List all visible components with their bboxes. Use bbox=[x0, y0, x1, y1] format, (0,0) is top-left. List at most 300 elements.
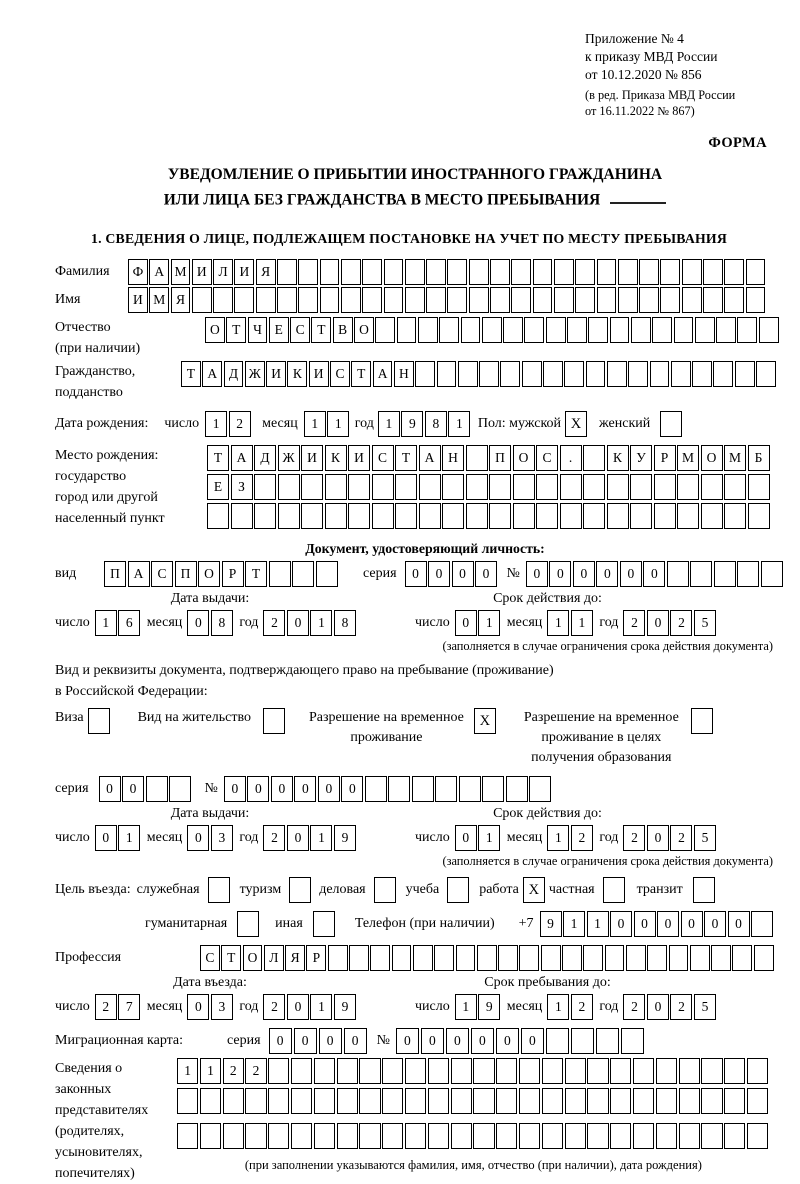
char-cell[interactable] bbox=[392, 945, 412, 971]
char-cell[interactable] bbox=[628, 361, 648, 387]
char-cell[interactable]: 0 bbox=[294, 776, 316, 802]
char-cell[interactable]: Т bbox=[226, 317, 246, 343]
char-cell[interactable]: 0 bbox=[421, 1028, 444, 1054]
char-cell[interactable]: 0 bbox=[704, 911, 726, 937]
char-cell[interactable]: 0 bbox=[452, 561, 474, 587]
char-cell[interactable]: А bbox=[202, 361, 222, 387]
char-cell[interactable]: Р bbox=[222, 561, 244, 587]
char-cell[interactable]: 2 bbox=[571, 994, 593, 1020]
char-cell[interactable] bbox=[466, 445, 488, 471]
char-cell[interactable]: А bbox=[373, 361, 393, 387]
char-cell[interactable] bbox=[610, 1058, 631, 1084]
char-cell[interactable] bbox=[565, 1123, 586, 1149]
char-cell[interactable]: 0 bbox=[247, 776, 269, 802]
char-cell[interactable] bbox=[701, 1088, 722, 1114]
char-cell[interactable] bbox=[298, 287, 318, 313]
char-cell[interactable] bbox=[489, 503, 511, 529]
char-cell[interactable] bbox=[711, 945, 731, 971]
char-cell[interactable]: 2 bbox=[623, 610, 645, 636]
char-cell[interactable] bbox=[660, 287, 680, 313]
char-cell[interactable] bbox=[405, 1123, 426, 1149]
purpose-private-checkbox[interactable] bbox=[603, 877, 625, 903]
char-cell[interactable]: 0 bbox=[647, 610, 669, 636]
char-cell[interactable]: Ж bbox=[278, 445, 300, 471]
char-cell[interactable] bbox=[384, 259, 404, 285]
char-cell[interactable] bbox=[428, 1058, 449, 1084]
char-cell[interactable] bbox=[588, 317, 608, 343]
char-cell[interactable] bbox=[554, 287, 574, 313]
char-cell[interactable]: 0 bbox=[187, 610, 209, 636]
char-cell[interactable] bbox=[359, 1123, 380, 1149]
char-cell[interactable]: И bbox=[309, 361, 329, 387]
char-cell[interactable] bbox=[677, 474, 699, 500]
char-cell[interactable] bbox=[756, 361, 776, 387]
char-cell[interactable]: 2 bbox=[229, 411, 251, 437]
char-cell[interactable]: Т bbox=[395, 445, 417, 471]
char-cell[interactable] bbox=[630, 503, 652, 529]
char-cell[interactable] bbox=[405, 1088, 426, 1114]
char-cell[interactable]: О bbox=[701, 445, 723, 471]
char-cell[interactable] bbox=[234, 287, 254, 313]
char-cell[interactable] bbox=[701, 503, 723, 529]
char-cell[interactable] bbox=[200, 1123, 221, 1149]
char-cell[interactable] bbox=[372, 474, 394, 500]
char-cell[interactable] bbox=[747, 1088, 768, 1114]
char-cell[interactable]: . bbox=[560, 445, 582, 471]
char-cell[interactable] bbox=[583, 503, 605, 529]
char-cell[interactable]: Ч bbox=[248, 317, 268, 343]
char-cell[interactable] bbox=[703, 287, 723, 313]
char-cell[interactable]: 0 bbox=[405, 561, 427, 587]
char-cell[interactable] bbox=[748, 474, 770, 500]
char-cell[interactable]: 1 bbox=[448, 411, 470, 437]
char-cell[interactable] bbox=[496, 1123, 517, 1149]
char-cell[interactable]: И bbox=[301, 445, 323, 471]
char-cell[interactable]: Б bbox=[748, 445, 770, 471]
char-cell[interactable] bbox=[268, 1058, 289, 1084]
char-cell[interactable] bbox=[395, 474, 417, 500]
char-cell[interactable]: Н bbox=[394, 361, 414, 387]
char-cell[interactable] bbox=[701, 1123, 722, 1149]
char-cell[interactable]: Ж bbox=[245, 361, 265, 387]
char-cell[interactable] bbox=[192, 287, 212, 313]
char-cell[interactable] bbox=[682, 287, 702, 313]
char-cell[interactable] bbox=[542, 1058, 563, 1084]
char-cell[interactable]: 8 bbox=[425, 411, 447, 437]
char-cell[interactable] bbox=[511, 259, 531, 285]
char-cell[interactable]: 0 bbox=[475, 561, 497, 587]
char-cell[interactable] bbox=[724, 287, 744, 313]
char-cell[interactable]: 8 bbox=[211, 610, 233, 636]
char-cell[interactable] bbox=[690, 945, 710, 971]
char-cell[interactable]: 0 bbox=[681, 911, 703, 937]
char-cell[interactable]: Я bbox=[171, 287, 191, 313]
char-cell[interactable] bbox=[522, 361, 542, 387]
char-cell[interactable] bbox=[268, 1123, 289, 1149]
char-cell[interactable] bbox=[490, 287, 510, 313]
char-cell[interactable] bbox=[587, 1058, 608, 1084]
char-cell[interactable] bbox=[325, 503, 347, 529]
char-cell[interactable] bbox=[365, 776, 387, 802]
char-cell[interactable] bbox=[583, 445, 605, 471]
char-cell[interactable] bbox=[587, 1123, 608, 1149]
char-cell[interactable] bbox=[660, 259, 680, 285]
char-cell[interactable]: Т bbox=[207, 445, 229, 471]
char-cell[interactable] bbox=[524, 317, 544, 343]
char-cell[interactable]: 0 bbox=[187, 994, 209, 1020]
char-cell[interactable]: Т bbox=[221, 945, 241, 971]
char-cell[interactable]: М bbox=[724, 445, 746, 471]
char-cell[interactable] bbox=[692, 361, 712, 387]
char-cell[interactable]: 1 bbox=[310, 994, 332, 1020]
char-cell[interactable]: 1 bbox=[547, 994, 569, 1020]
char-cell[interactable] bbox=[412, 776, 434, 802]
char-cell[interactable]: С bbox=[200, 945, 220, 971]
char-cell[interactable]: С bbox=[536, 445, 558, 471]
char-cell[interactable] bbox=[447, 259, 467, 285]
char-cell[interactable] bbox=[447, 287, 467, 313]
char-cell[interactable] bbox=[207, 503, 229, 529]
char-cell[interactable]: 0 bbox=[224, 776, 246, 802]
char-cell[interactable]: 0 bbox=[455, 825, 477, 851]
char-cell[interactable] bbox=[291, 1123, 312, 1149]
char-cell[interactable] bbox=[277, 259, 297, 285]
char-cell[interactable]: 2 bbox=[670, 610, 692, 636]
char-cell[interactable]: И bbox=[128, 287, 148, 313]
char-cell[interactable]: 3 bbox=[211, 994, 233, 1020]
char-cell[interactable] bbox=[473, 1123, 494, 1149]
char-cell[interactable] bbox=[316, 561, 338, 587]
char-cell[interactable] bbox=[607, 361, 627, 387]
char-cell[interactable] bbox=[747, 1058, 768, 1084]
char-cell[interactable] bbox=[169, 776, 191, 802]
char-cell[interactable] bbox=[298, 259, 318, 285]
char-cell[interactable] bbox=[359, 1088, 380, 1114]
char-cell[interactable]: 0 bbox=[269, 1028, 292, 1054]
purpose-other-checkbox[interactable] bbox=[313, 911, 335, 937]
char-cell[interactable]: 0 bbox=[573, 561, 595, 587]
char-cell[interactable]: 1 bbox=[177, 1058, 198, 1084]
char-cell[interactable] bbox=[177, 1123, 198, 1149]
char-cell[interactable] bbox=[656, 1123, 677, 1149]
char-cell[interactable] bbox=[301, 503, 323, 529]
char-cell[interactable] bbox=[458, 361, 478, 387]
char-cell[interactable] bbox=[223, 1088, 244, 1114]
char-cell[interactable]: 0 bbox=[287, 610, 309, 636]
char-cell[interactable] bbox=[341, 287, 361, 313]
char-cell[interactable] bbox=[223, 1123, 244, 1149]
char-cell[interactable]: 0 bbox=[287, 994, 309, 1020]
char-cell[interactable]: Л bbox=[264, 945, 284, 971]
char-cell[interactable] bbox=[583, 945, 603, 971]
sex-male-checkbox[interactable]: X bbox=[565, 411, 587, 437]
char-cell[interactable] bbox=[348, 503, 370, 529]
char-cell[interactable] bbox=[314, 1058, 335, 1084]
char-cell[interactable] bbox=[418, 317, 438, 343]
char-cell[interactable]: А bbox=[128, 561, 150, 587]
char-cell[interactable] bbox=[496, 1058, 517, 1084]
char-cell[interactable]: О bbox=[243, 945, 263, 971]
char-cell[interactable] bbox=[630, 474, 652, 500]
char-cell[interactable]: Р bbox=[654, 445, 676, 471]
char-cell[interactable] bbox=[519, 1088, 540, 1114]
char-cell[interactable]: 3 bbox=[211, 825, 233, 851]
char-cell[interactable] bbox=[511, 287, 531, 313]
char-cell[interactable] bbox=[533, 287, 553, 313]
char-cell[interactable] bbox=[498, 945, 518, 971]
char-cell[interactable] bbox=[554, 259, 574, 285]
char-cell[interactable]: 1 bbox=[571, 610, 593, 636]
char-cell[interactable] bbox=[269, 561, 291, 587]
char-cell[interactable]: 1 bbox=[587, 911, 609, 937]
char-cell[interactable] bbox=[439, 317, 459, 343]
char-cell[interactable]: 5 bbox=[694, 610, 716, 636]
visa-checkbox[interactable] bbox=[88, 708, 110, 734]
char-cell[interactable] bbox=[428, 1088, 449, 1114]
char-cell[interactable]: Н bbox=[442, 445, 464, 471]
char-cell[interactable] bbox=[679, 1058, 700, 1084]
char-cell[interactable] bbox=[370, 945, 390, 971]
char-cell[interactable]: 2 bbox=[263, 610, 285, 636]
char-cell[interactable] bbox=[328, 945, 348, 971]
char-cell[interactable]: 0 bbox=[318, 776, 340, 802]
char-cell[interactable] bbox=[375, 317, 395, 343]
char-cell[interactable]: И bbox=[234, 259, 254, 285]
purpose-business-checkbox[interactable] bbox=[374, 877, 396, 903]
char-cell[interactable] bbox=[610, 1088, 631, 1114]
char-cell[interactable]: 1 bbox=[205, 411, 227, 437]
char-cell[interactable] bbox=[546, 1028, 569, 1054]
char-cell[interactable]: 1 bbox=[304, 411, 326, 437]
char-cell[interactable] bbox=[473, 1058, 494, 1084]
char-cell[interactable] bbox=[320, 287, 340, 313]
char-cell[interactable] bbox=[639, 259, 659, 285]
char-cell[interactable] bbox=[618, 287, 638, 313]
char-cell[interactable]: Д bbox=[254, 445, 276, 471]
char-cell[interactable] bbox=[314, 1123, 335, 1149]
char-cell[interactable]: 0 bbox=[728, 911, 750, 937]
char-cell[interactable] bbox=[362, 259, 382, 285]
char-cell[interactable]: 1 bbox=[378, 411, 400, 437]
char-cell[interactable]: 0 bbox=[95, 825, 117, 851]
sex-female-checkbox[interactable] bbox=[660, 411, 682, 437]
char-cell[interactable]: Т bbox=[181, 361, 201, 387]
char-cell[interactable] bbox=[650, 361, 670, 387]
char-cell[interactable] bbox=[618, 259, 638, 285]
char-cell[interactable] bbox=[291, 1088, 312, 1114]
char-cell[interactable]: 2 bbox=[571, 825, 593, 851]
char-cell[interactable] bbox=[320, 259, 340, 285]
char-cell[interactable]: 2 bbox=[263, 825, 285, 851]
temp-residence-edu-checkbox[interactable] bbox=[691, 708, 713, 734]
char-cell[interactable] bbox=[382, 1123, 403, 1149]
char-cell[interactable]: 0 bbox=[620, 561, 642, 587]
char-cell[interactable] bbox=[701, 474, 723, 500]
char-cell[interactable] bbox=[513, 503, 535, 529]
char-cell[interactable] bbox=[506, 776, 528, 802]
purpose-transit-checkbox[interactable] bbox=[693, 877, 715, 903]
char-cell[interactable] bbox=[562, 945, 582, 971]
char-cell[interactable]: 5 bbox=[694, 994, 716, 1020]
char-cell[interactable] bbox=[469, 287, 489, 313]
char-cell[interactable] bbox=[610, 1123, 631, 1149]
char-cell[interactable]: 0 bbox=[526, 561, 548, 587]
char-cell[interactable]: М bbox=[171, 259, 191, 285]
char-cell[interactable]: И bbox=[266, 361, 286, 387]
residence-permit-checkbox[interactable] bbox=[263, 708, 285, 734]
char-cell[interactable] bbox=[200, 1088, 221, 1114]
char-cell[interactable] bbox=[610, 317, 630, 343]
char-cell[interactable]: 0 bbox=[596, 561, 618, 587]
char-cell[interactable] bbox=[500, 361, 520, 387]
char-cell[interactable]: Т bbox=[245, 561, 267, 587]
char-cell[interactable]: 0 bbox=[521, 1028, 544, 1054]
char-cell[interactable]: 6 bbox=[118, 610, 140, 636]
char-cell[interactable] bbox=[621, 1028, 644, 1054]
char-cell[interactable]: 0 bbox=[496, 1028, 519, 1054]
char-cell[interactable] bbox=[575, 259, 595, 285]
char-cell[interactable] bbox=[597, 287, 617, 313]
char-cell[interactable] bbox=[325, 474, 347, 500]
char-cell[interactable] bbox=[146, 776, 168, 802]
char-cell[interactable] bbox=[751, 911, 773, 937]
char-cell[interactable] bbox=[654, 503, 676, 529]
char-cell[interactable]: 0 bbox=[344, 1028, 367, 1054]
char-cell[interactable]: 8 bbox=[334, 610, 356, 636]
char-cell[interactable] bbox=[724, 1123, 745, 1149]
char-cell[interactable] bbox=[519, 945, 539, 971]
char-cell[interactable] bbox=[451, 1058, 472, 1084]
char-cell[interactable]: 1 bbox=[547, 825, 569, 851]
char-cell[interactable] bbox=[596, 1028, 619, 1054]
char-cell[interactable] bbox=[724, 259, 744, 285]
char-cell[interactable] bbox=[679, 1088, 700, 1114]
char-cell[interactable] bbox=[482, 317, 502, 343]
char-cell[interactable] bbox=[456, 945, 476, 971]
char-cell[interactable]: Л bbox=[213, 259, 233, 285]
char-cell[interactable] bbox=[337, 1123, 358, 1149]
char-cell[interactable]: 9 bbox=[478, 994, 500, 1020]
char-cell[interactable] bbox=[529, 776, 551, 802]
char-cell[interactable] bbox=[415, 361, 435, 387]
char-cell[interactable]: 1 bbox=[327, 411, 349, 437]
char-cell[interactable] bbox=[442, 474, 464, 500]
char-cell[interactable]: 1 bbox=[478, 825, 500, 851]
char-cell[interactable] bbox=[565, 1058, 586, 1084]
char-cell[interactable]: 1 bbox=[95, 610, 117, 636]
char-cell[interactable] bbox=[759, 317, 779, 343]
char-cell[interactable] bbox=[382, 1058, 403, 1084]
char-cell[interactable] bbox=[362, 287, 382, 313]
char-cell[interactable]: С bbox=[330, 361, 350, 387]
char-cell[interactable] bbox=[633, 1088, 654, 1114]
char-cell[interactable]: Е bbox=[269, 317, 289, 343]
char-cell[interactable]: О bbox=[354, 317, 374, 343]
char-cell[interactable]: И bbox=[192, 259, 212, 285]
char-cell[interactable] bbox=[477, 945, 497, 971]
char-cell[interactable] bbox=[746, 287, 766, 313]
char-cell[interactable] bbox=[536, 503, 558, 529]
char-cell[interactable] bbox=[565, 1088, 586, 1114]
char-cell[interactable]: 1 bbox=[455, 994, 477, 1020]
char-cell[interactable]: А bbox=[419, 445, 441, 471]
char-cell[interactable] bbox=[647, 945, 667, 971]
char-cell[interactable] bbox=[435, 776, 457, 802]
char-cell[interactable] bbox=[413, 945, 433, 971]
char-cell[interactable] bbox=[716, 317, 736, 343]
char-cell[interactable] bbox=[626, 945, 646, 971]
char-cell[interactable] bbox=[674, 317, 694, 343]
char-cell[interactable]: М bbox=[149, 287, 169, 313]
purpose-official-checkbox[interactable] bbox=[208, 877, 230, 903]
char-cell[interactable]: 1 bbox=[547, 610, 569, 636]
char-cell[interactable]: 0 bbox=[610, 911, 632, 937]
char-cell[interactable] bbox=[268, 1088, 289, 1114]
char-cell[interactable] bbox=[442, 503, 464, 529]
char-cell[interactable]: 0 bbox=[647, 825, 669, 851]
char-cell[interactable] bbox=[405, 259, 425, 285]
char-cell[interactable] bbox=[633, 1058, 654, 1084]
char-cell[interactable]: О bbox=[205, 317, 225, 343]
char-cell[interactable] bbox=[426, 287, 446, 313]
char-cell[interactable]: 2 bbox=[670, 994, 692, 1020]
char-cell[interactable]: 0 bbox=[122, 776, 144, 802]
char-cell[interactable] bbox=[437, 361, 457, 387]
char-cell[interactable] bbox=[656, 1058, 677, 1084]
char-cell[interactable]: 0 bbox=[294, 1028, 317, 1054]
char-cell[interactable] bbox=[541, 945, 561, 971]
char-cell[interactable] bbox=[451, 1088, 472, 1114]
char-cell[interactable] bbox=[177, 1088, 198, 1114]
char-cell[interactable] bbox=[419, 474, 441, 500]
char-cell[interactable] bbox=[542, 1088, 563, 1114]
char-cell[interactable]: П bbox=[104, 561, 126, 587]
char-cell[interactable] bbox=[737, 317, 757, 343]
char-cell[interactable] bbox=[713, 361, 733, 387]
char-cell[interactable] bbox=[690, 561, 712, 587]
char-cell[interactable] bbox=[372, 503, 394, 529]
char-cell[interactable] bbox=[746, 259, 766, 285]
char-cell[interactable] bbox=[388, 776, 410, 802]
char-cell[interactable]: С bbox=[151, 561, 173, 587]
purpose-humanitarian-checkbox[interactable] bbox=[237, 911, 259, 937]
char-cell[interactable]: С bbox=[372, 445, 394, 471]
char-cell[interactable] bbox=[682, 259, 702, 285]
char-cell[interactable]: 2 bbox=[670, 825, 692, 851]
char-cell[interactable]: 1 bbox=[563, 911, 585, 937]
char-cell[interactable] bbox=[466, 474, 488, 500]
char-cell[interactable] bbox=[671, 361, 691, 387]
char-cell[interactable] bbox=[583, 474, 605, 500]
char-cell[interactable] bbox=[503, 317, 523, 343]
char-cell[interactable] bbox=[292, 561, 314, 587]
char-cell[interactable] bbox=[724, 474, 746, 500]
char-cell[interactable] bbox=[703, 259, 723, 285]
char-cell[interactable] bbox=[754, 945, 774, 971]
char-cell[interactable] bbox=[245, 1123, 266, 1149]
char-cell[interactable] bbox=[349, 945, 369, 971]
char-cell[interactable]: 0 bbox=[428, 561, 450, 587]
char-cell[interactable] bbox=[597, 259, 617, 285]
char-cell[interactable] bbox=[395, 503, 417, 529]
char-cell[interactable] bbox=[337, 1058, 358, 1084]
char-cell[interactable] bbox=[667, 561, 689, 587]
char-cell[interactable] bbox=[341, 259, 361, 285]
char-cell[interactable] bbox=[419, 503, 441, 529]
char-cell[interactable]: О bbox=[513, 445, 535, 471]
char-cell[interactable]: В bbox=[333, 317, 353, 343]
char-cell[interactable] bbox=[231, 503, 253, 529]
